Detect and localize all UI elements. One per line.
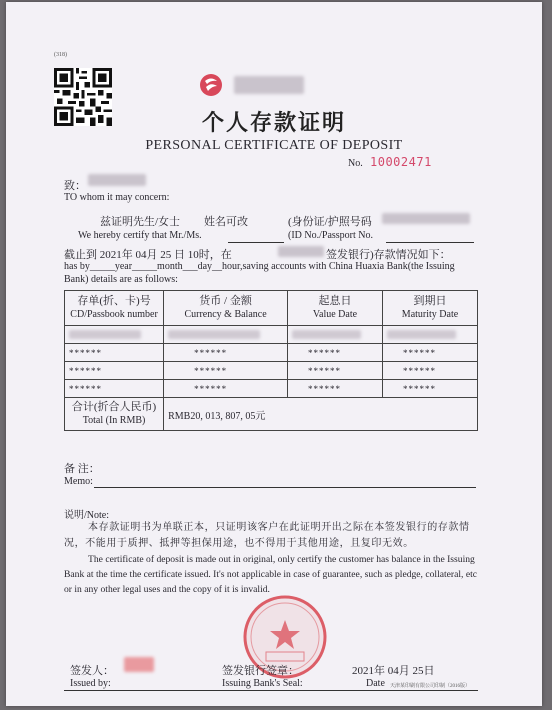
col-header-passbook: 存单(折、卡)号 CD/Passbook number xyxy=(65,291,164,326)
masked-cell: ****** xyxy=(164,362,288,380)
note-text-en: The certificate of deposit is made out in original, only certify the customer has balance in the Issuing Bank at the time the certificate issued. It's not applicable in case of guarantee, such as pledge, collateral, etc or in any other legal uses and the copy of it is invalid. xyxy=(64,554,478,595)
memo-label-en: Memo: xyxy=(64,476,93,487)
bank-seal-label-en: Issuing Bank's Seal: xyxy=(222,678,303,689)
customer-name: 姓名可改 xyxy=(204,216,248,228)
total-label-en: Total (In RMB) xyxy=(82,415,146,426)
masked-cell: ****** xyxy=(164,380,288,398)
table-row xyxy=(65,362,478,380)
col-header-currency: 货币 / 金额 Currency & Balance xyxy=(164,291,288,326)
col-header-value-date: 起息日 Value Date xyxy=(288,291,383,326)
signer-label-zh: 签发人： xyxy=(70,665,114,677)
deposit-table xyxy=(64,290,478,431)
masked-cell: ****** xyxy=(164,344,288,362)
masked-cell: ****** xyxy=(382,380,477,398)
redacted-cell xyxy=(69,330,141,339)
printer-note: 天津某印刷有限公司印制（2016版） xyxy=(390,684,471,689)
total-row xyxy=(65,398,478,431)
bank-seal-label-zh: 签发银行签章： xyxy=(222,665,299,677)
masked-cell: ****** xyxy=(65,380,164,398)
memo-underline xyxy=(94,487,476,488)
note-label: 说明/Note: xyxy=(64,510,109,521)
signature-line xyxy=(64,690,478,691)
redacted-cell xyxy=(387,330,456,339)
id-label-zh: (身份证/护照号码 xyxy=(288,216,372,228)
form-code: (318) xyxy=(54,52,67,58)
memo-label-zh: 备 注： xyxy=(64,463,100,475)
to-label-zh: 致： xyxy=(64,180,86,192)
table-row xyxy=(65,380,478,398)
to-label-en: TO whom it may concern: xyxy=(64,192,170,203)
masked-cell: ****** xyxy=(382,344,477,362)
certify-text-en: We hereby certify that Mr./Ms. xyxy=(78,230,202,241)
redacted-cell xyxy=(168,330,260,339)
signer-stamp-redacted xyxy=(124,657,154,672)
masked-cell: ****** xyxy=(65,362,164,380)
masked-cell: ****** xyxy=(288,380,383,398)
certificate-sheet xyxy=(6,2,542,706)
date-statement-zh-end: 签发银行)存款情况如下： xyxy=(326,249,451,261)
signer-label-en: Issued by: xyxy=(70,678,111,689)
table-row xyxy=(65,344,478,362)
page-title-en: PERSONAL CERTIFICATE OF DEPOSIT xyxy=(145,138,403,153)
certificate-number: 10002471 xyxy=(370,155,432,169)
note-text-zh: 本存款证明书为单联正本，只证明该客户在此证明开出之际在本签发银行的存款情况，不能用于质押、抵押等担保用途，也不得用于其他用途，且复印无效。 xyxy=(64,522,470,549)
redacted-cell xyxy=(292,330,361,339)
issue-date: 2021年 04月 25日 xyxy=(352,665,435,677)
bank-name-redacted xyxy=(234,76,304,94)
total-amount: RMB20, 013, 807, 05元 xyxy=(164,398,478,431)
masked-cell: ****** xyxy=(65,344,164,362)
bank-logo-icon xyxy=(198,72,224,98)
recipient-redacted xyxy=(88,174,146,186)
masked-cell: ****** xyxy=(288,344,383,362)
masked-cell: ****** xyxy=(382,362,477,380)
number-label: No. xyxy=(348,158,363,169)
date-statement-en-2: Bank) details are as follows: xyxy=(64,274,178,285)
name-underline xyxy=(228,242,284,243)
total-label-zh: 合计(折合人民币) xyxy=(71,401,157,413)
table-header-row xyxy=(65,291,478,326)
id-number-redacted xyxy=(382,213,470,224)
table-row xyxy=(65,326,478,344)
date-statement-zh: 截止到 2021年 04月 25 日 10时，在 xyxy=(64,249,232,261)
certify-text-zh: 兹证明先生/女士 xyxy=(100,216,181,228)
col-header-maturity-date: 到期日 Maturity Date xyxy=(382,291,477,326)
id-underline xyxy=(386,242,474,243)
page-title: 个人存款证明 xyxy=(201,110,346,135)
date-label-en: Date xyxy=(366,678,385,689)
masked-cell: ****** xyxy=(288,362,383,380)
id-label-en: (ID No./Passport No. xyxy=(288,230,373,241)
branch-redacted xyxy=(278,246,324,257)
date-statement-en: has by_____year_____month___day__hour,saving accounts with China Huaxia Bank(the Issuing xyxy=(64,261,455,272)
